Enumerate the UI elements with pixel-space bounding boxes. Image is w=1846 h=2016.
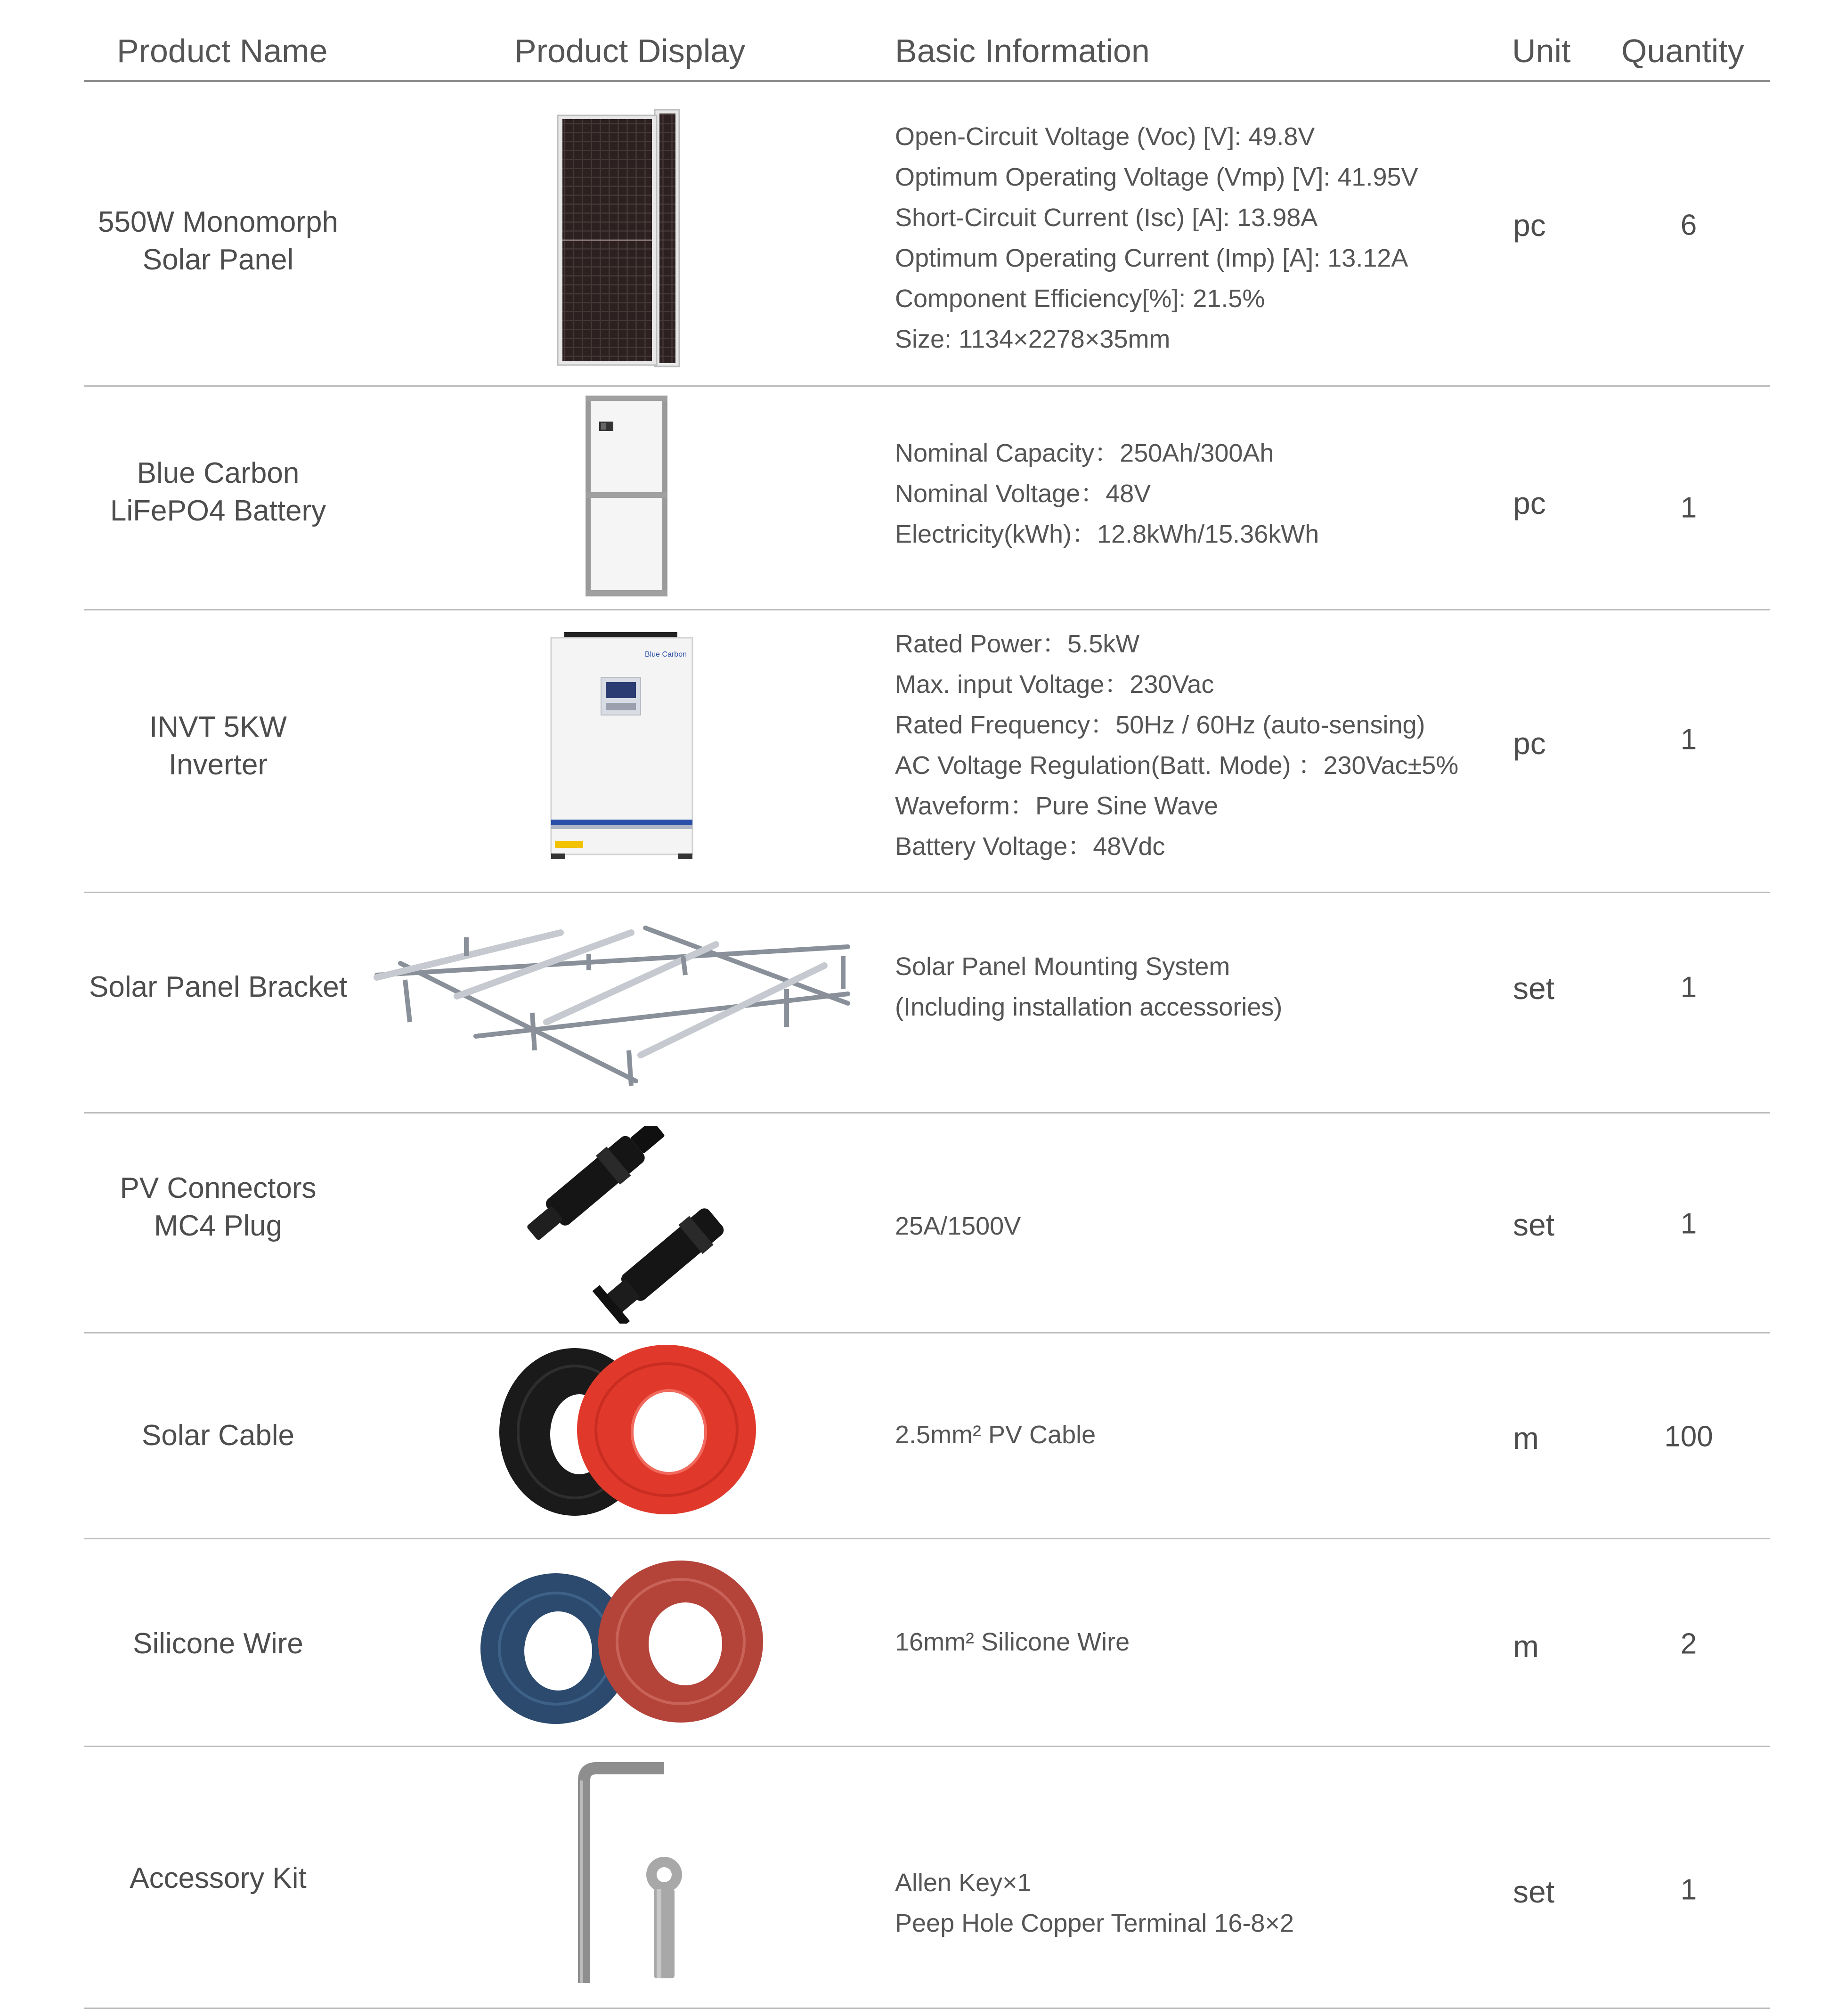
silicone-wire-image	[476, 1557, 768, 1731]
basic-information: Allen Key×1 Peep Hole Copper Terminal 16-8×2	[895, 1869, 1294, 1937]
unit-cell: set	[1513, 1207, 1555, 1242]
quantity-cell: 1	[1680, 1873, 1697, 1906]
quantity-cell: 6	[1680, 209, 1697, 242]
header-product-display: Product Display	[514, 33, 746, 69]
product-name: Blue Carbon LiFePO4 Battery	[110, 457, 326, 527]
quantity-cell: 2	[1680, 1627, 1697, 1660]
quantity-cell: 1	[1680, 491, 1697, 524]
product-name: Solar Panel Bracket	[89, 971, 347, 1003]
header-product-name: Product Name	[117, 33, 328, 69]
bracket-image	[372, 919, 857, 1097]
basic-information: Rated Power：5.5kW Max. input Voltage：230Vac Rated Frequency：50Hz / 60Hz (auto-sensing) AC Voltage Regulation(Batt. Mode) ：230Vac±5% Waveform：Pure Sine Wave Battery Voltage：48Vdc	[895, 630, 1459, 861]
product-name: 550W Monomorph Solar Panel	[98, 206, 339, 276]
basic-information: 16mm² Silicone Wire	[895, 1628, 1130, 1656]
row-divider	[84, 892, 1770, 893]
battery-image	[579, 393, 674, 601]
unit-cell: m	[1513, 1629, 1539, 1664]
header-rule	[84, 80, 1770, 82]
basic-information: 2.5mm² PV Cable	[895, 1421, 1096, 1449]
row-divider	[84, 1746, 1770, 1747]
inverter-image	[546, 630, 697, 866]
product-name: Silicone Wire	[133, 1627, 303, 1660]
solar-panel-image	[556, 106, 688, 370]
quantity-cell: 1	[1680, 971, 1697, 1004]
unit-cell: m	[1513, 1421, 1539, 1455]
quantity-cell: 1	[1680, 1207, 1697, 1240]
product-name: PV Connectors MC4 Plug	[120, 1172, 317, 1242]
basic-information: Open-Circuit Voltage (Voc) [V]: 49.8V Optimum Operating Voltage (Vmp) [V]: 41.95V Short-Circuit Current (Isc) [A]: 13.98A Optimum Operating Current (Imp) [A]: 13.12A Component Efficiency[%]: 21.5% Size: 1134×2278×35mm	[895, 122, 1418, 353]
row-divider	[84, 609, 1770, 610]
product-name: Accessory Kit	[130, 1862, 307, 1894]
product-name: INVT 5KW Inverter	[149, 711, 287, 781]
quantity-cell: 1	[1680, 723, 1697, 756]
solar-cable-image	[485, 1342, 763, 1521]
product-name: Solar Cable	[142, 1419, 294, 1452]
accessory-kit-image	[575, 1762, 692, 1992]
header-quantity: Quantity	[1621, 33, 1744, 69]
row-divider	[84, 1538, 1770, 1539]
basic-information: Nominal Capacity：250Ah/300Ah Nominal Voltage：48V Electricity(kWh)：12.8kWh/15.36kWh	[895, 439, 1319, 548]
mc4-connector-image	[509, 1126, 754, 1324]
basic-information: Solar Panel Mounting System (Including installation accessories)	[895, 952, 1283, 1021]
header-basic-information: Basic Information	[895, 33, 1150, 69]
header-unit: Unit	[1512, 33, 1571, 69]
unit-cell: set	[1513, 971, 1555, 1006]
quantity-cell: 100	[1664, 1420, 1713, 1453]
row-divider	[84, 2008, 1770, 2009]
unit-cell: pc	[1513, 486, 1546, 520]
unit-cell: pc	[1513, 208, 1546, 243]
basic-information: 25A/1500V	[895, 1212, 1021, 1240]
inverter-brand-label: Blue Carbon	[645, 650, 687, 658]
unit-cell: set	[1513, 1874, 1555, 1909]
unit-cell: pc	[1513, 726, 1546, 761]
row-divider	[84, 385, 1770, 387]
row-divider	[84, 1112, 1770, 1114]
row-divider	[84, 1332, 1770, 1333]
